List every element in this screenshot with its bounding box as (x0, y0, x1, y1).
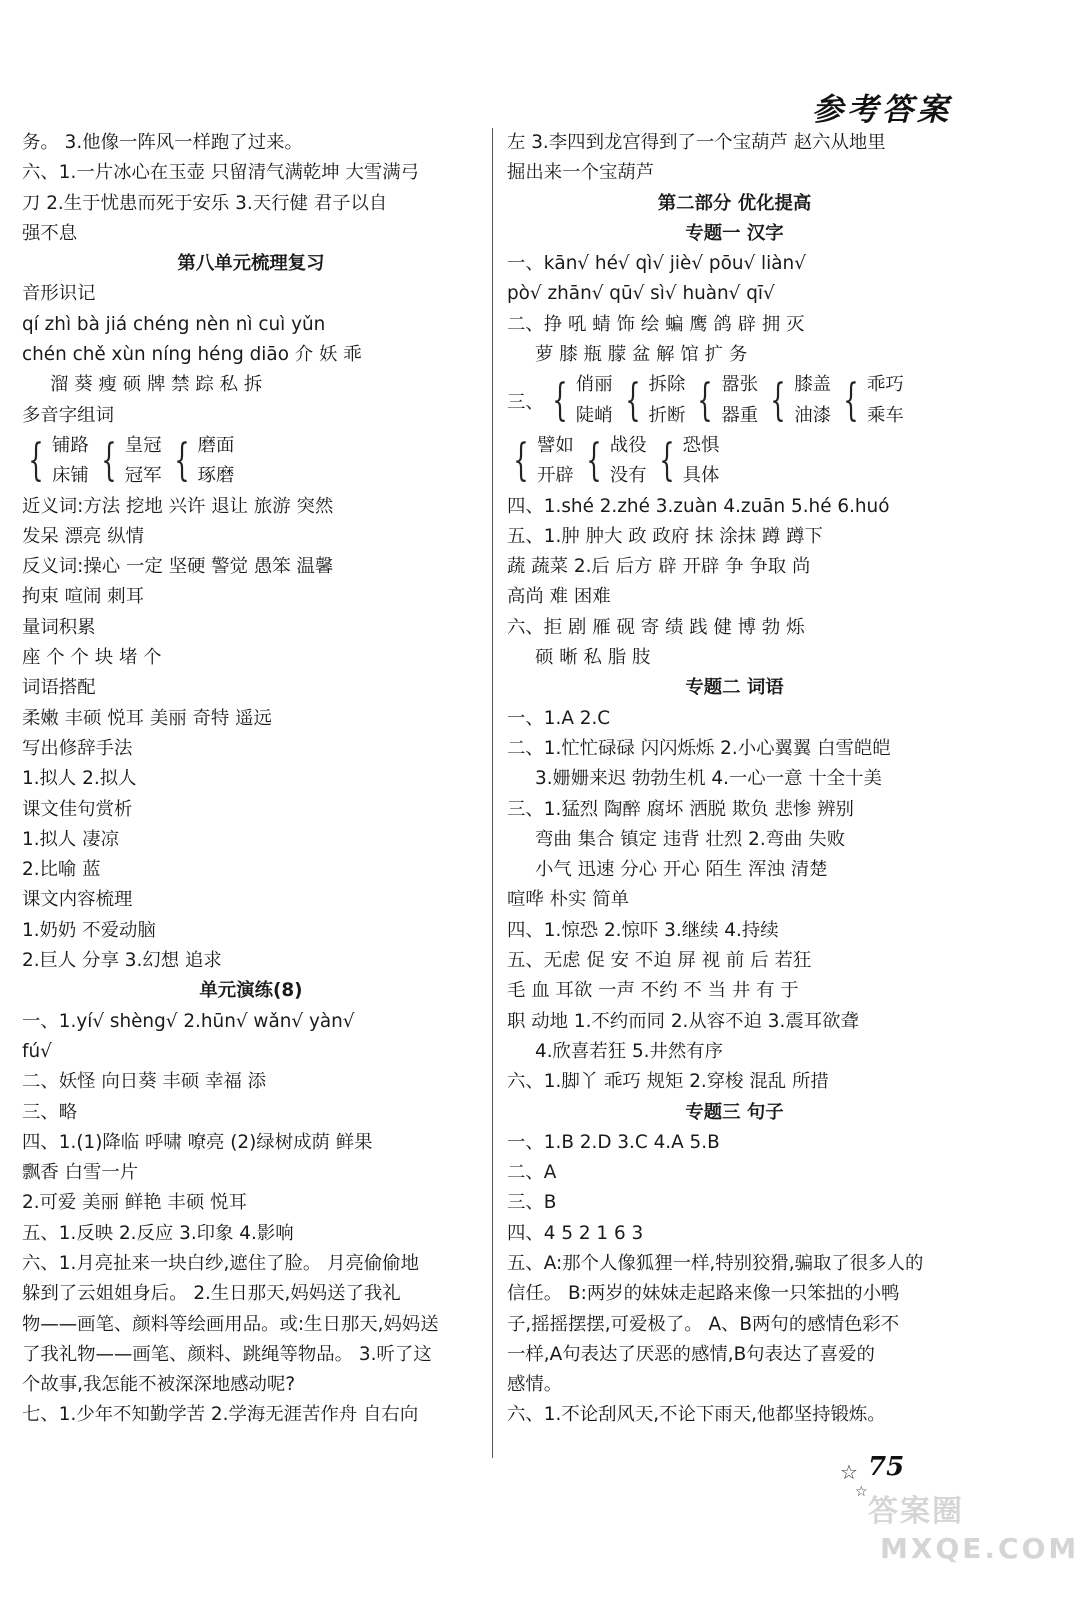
brace-word: 琢磨 (197, 465, 235, 487)
brace-icon: { (586, 435, 602, 487)
brace-word: 开辟 (537, 465, 574, 487)
brace-group (507, 431, 574, 492)
text-line: 发呆 漂亮 纵情 (22, 525, 145, 547)
text-line: 一样,A句表达了厌恶的感情,B句表达了喜爱的 (507, 1343, 875, 1365)
page-number: 75 (868, 1452, 905, 1482)
brace-icon: { (552, 374, 568, 426)
text-line: 信任。 B:两岁的妹妹走起路来像一只笨拙的小鸭 (507, 1283, 900, 1305)
brace-word: 恐惧 (682, 434, 720, 456)
subheading: 多音字组词 (22, 404, 114, 426)
watermark-url: MXQE.COM (880, 1532, 1079, 1565)
text-line: 左 3.李四到龙宫得到了一个宝葫芦 赵六从地里 (507, 132, 886, 153)
text-line: 五、1.反映 2.反应 3.印象 4.影响 (22, 1222, 294, 1244)
text-line: 躲到了云姐姐身后。 2.生日那天,妈妈送了我礼 (22, 1283, 401, 1305)
item-label: 三、 (507, 391, 544, 413)
text-line: 四、1.(1)降临 呼啸 嘹亮 (2)绿树成荫 鲜果 (22, 1131, 373, 1153)
text-line: 弯曲 集合 镇定 违背 壮烈 2.弯曲 失败 (535, 828, 846, 850)
text-line: 2.比喻 蓝 (22, 859, 101, 881)
text-line: 感情。 (507, 1374, 563, 1396)
subheading: 写出修辞手法 (22, 737, 133, 759)
text-line: 一、1.B 2.D 3.C 4.A 5.B (507, 1131, 720, 1153)
star-icon: ☆ (855, 1484, 868, 1500)
text-line: 二、1.忙忙碌碌 闪闪烁烁 2.小心翼翼 白雪皑皑 (507, 737, 891, 759)
brace-word: 乖巧 (866, 374, 904, 396)
brace-word: 器重 (721, 404, 759, 426)
text-line: 飘香 白雪一片 (22, 1162, 139, 1184)
text-line: 硕 晰 私 脂 肢 (535, 647, 651, 669)
text-line: chén chě xùn níng héng diāo 介 妖 乖 (22, 344, 362, 366)
text-line: 六、1.脚丫 乖巧 规矩 2.穿梭 混乱 所措 (507, 1071, 829, 1093)
text-line: 务。 3.他像一阵风一样跑了过来。 (22, 132, 303, 153)
text-line: 一、1.yí√ shèng√ 2.hūn√ wǎn√ yàn√ (22, 1010, 355, 1032)
text-line: 高尚 难 困难 (507, 586, 611, 608)
left-column (22, 128, 480, 1431)
brace-group (95, 431, 162, 492)
subheading: 词语搭配 (22, 677, 96, 699)
subheading: 量词积累 (22, 616, 96, 638)
text-line: 1.奶奶 不爱动脑 (22, 919, 156, 941)
text-line: 小气 迅速 分心 开心 陌生 浑浊 清楚 (535, 859, 828, 881)
text-line: 七、1.少年不知勤学苦 2.学海无涯苦作舟 自右向 (22, 1404, 419, 1426)
text-line: fú√ (22, 1040, 52, 1062)
text-line: 五、1.肿 肿大 政 政府 抹 涂抹 蹲 蹲下 (507, 525, 823, 547)
topic-heading: 专题一 汉字 (685, 222, 784, 244)
text-line: 拘束 喧闹 刺耳 (22, 586, 145, 608)
brace-word: 拆除 (648, 374, 686, 396)
text-line: 2.巨人 分享 3.幻想 追求 (22, 950, 222, 972)
section-heading: 单元演练(8) (199, 980, 303, 1002)
text-line: qí zhì bà jiá chéng nèn nì cuì yǔn (22, 313, 326, 335)
polyphone-brace-row (22, 431, 480, 492)
text-line: 二、A (507, 1162, 557, 1184)
text-line: 3.姗姗来迟 勃勃生机 4.一心一意 十全十美 (535, 768, 882, 790)
brace-icon: { (843, 374, 859, 426)
star-icon: ☆ (840, 1460, 858, 1484)
text-line: 物——画笔、颜料等绘画用品。或:生日那天,妈妈送 (22, 1313, 439, 1335)
column-divider (492, 128, 493, 1458)
brace-word: 油漆 (794, 404, 831, 426)
text-line: 六、拒 剧 雁 砚 寄 绩 践 健 博 勃 烁 (507, 616, 805, 638)
text-line: 了我礼物——画笔、颜料、跳绳等物品。 3.听了这 (22, 1343, 432, 1365)
brace-word: 具体 (682, 465, 720, 487)
text-line: 1.拟人 2.拟人 (22, 768, 137, 790)
watermark-logo: 答案圈 (868, 1494, 964, 1529)
text-line: 四、4 5 2 1 6 3 (507, 1222, 644, 1244)
brace-word: 铺路 (52, 434, 89, 456)
text-line: 二、妖怪 向日葵 丰硕 幸福 添 (22, 1071, 267, 1093)
brace-word: 折断 (648, 404, 686, 426)
brace-icon: { (770, 374, 786, 426)
brace-group (168, 431, 235, 492)
text-line: 六、1.月亮扯来一块白纱,遮住了脸。 月亮偷偷地 (22, 1252, 420, 1274)
text-line: 喧哗 朴实 简单 (507, 889, 630, 911)
section-heading: 第八单元梳理复习 (177, 253, 325, 275)
text-line: 三、1.猛烈 陶醉 腐坏 洒脱 欺负 悲惨 辨别 (507, 798, 854, 820)
brace-word: 战役 (609, 434, 647, 456)
text-line: 2.可爱 美丽 鲜艳 丰硕 悦耳 (22, 1192, 247, 1214)
topic-heading: 专题二 词语 (685, 677, 784, 699)
brace-icon: { (101, 435, 117, 487)
text-line: 五、无虑 促 安 不迫 屏 视 前 后 若狂 (507, 950, 812, 972)
brace-group (837, 370, 904, 431)
text-line: 子,摇摇摆摆,可爱极了。 A、B两句的感情色彩不 (507, 1313, 900, 1335)
text-line: 二、挣 吼 蜻 饰 绘 蝙 鹰 鸽 辟 拥 灭 (507, 313, 805, 335)
text-line: 柔嫩 丰硕 悦耳 美丽 奇特 遥远 (22, 707, 272, 729)
text-line: 六、1.一片冰心在玉壶 只留清气满乾坤 大雪满弓 (22, 162, 420, 184)
text-line: 掘出来一个宝葫芦 (507, 162, 655, 184)
text-line: 刀 2.生于忧患而死于安乐 3.天行健 君子以自 (22, 192, 388, 214)
subheading: 音形识记 (22, 283, 96, 305)
brace-word: 没有 (609, 465, 647, 487)
brace-icon: { (697, 374, 714, 426)
text-line: 三、B (507, 1192, 557, 1214)
section-heading: 第二部分 优化提高 (657, 192, 812, 214)
text-line: 三、略 (22, 1101, 78, 1123)
brace-word: 膝盖 (794, 374, 831, 396)
brace-word: 皇冠 (124, 434, 162, 456)
text-line: 四、1.shé 2.zhé 3.zuàn 4.zuān 5.hé 6.huó (507, 495, 890, 517)
topic-heading: 专题三 句子 (685, 1101, 784, 1123)
brace-word: 嚣张 (721, 374, 759, 396)
brace-word: 床铺 (52, 465, 89, 487)
brace-group (691, 370, 758, 431)
brace-word: 乘车 (866, 404, 904, 426)
right-column (507, 128, 962, 1431)
brace-word: 譬如 (537, 434, 574, 456)
text-line: 座 个 个 块 堵 个 (22, 647, 162, 669)
text-line: 近义词:方法 挖地 兴许 退让 旅游 突然 (22, 495, 334, 517)
text-line: 萝 膝 瓶 朦 盆 解 馆 扩 务 (535, 344, 748, 366)
text-line: 一、1.A 2.C (507, 707, 611, 729)
brace-word: 俏丽 (575, 374, 613, 396)
brace-group (546, 370, 613, 431)
brace-word: 磨面 (197, 434, 235, 456)
text-line: 反义词:操心 一定 坚硬 警觉 愚笨 温馨 (22, 556, 334, 578)
text-line: 1.拟人 凄凉 (22, 828, 119, 850)
brace-group (580, 431, 647, 492)
brace-icon: { (658, 435, 675, 487)
brace-group (619, 370, 686, 431)
brace-row (507, 370, 962, 431)
text-line: 四、1.惊恐 2.惊吓 3.继续 4.持续 (507, 919, 779, 941)
brace-icon: { (173, 435, 190, 487)
text-line: 职 动地 1.不约而同 2.从容不迫 3.震耳欲聋 (507, 1010, 859, 1032)
brace-icon: { (28, 435, 44, 487)
text-line: 五、A:那个人像狐狸一样,特别狡猾,骗取了很多人的 (507, 1252, 924, 1274)
brace-group (22, 431, 89, 492)
text-line: 个故事,我怎能不被深深地感动呢? (22, 1374, 296, 1396)
subheading: 课文佳句赏析 (22, 798, 133, 820)
brace-icon: { (513, 435, 529, 487)
text-line: 溜 葵 瘦 硕 牌 禁 踪 私 拆 (50, 374, 263, 396)
brace-word: 陡峭 (575, 404, 613, 426)
text-line: pò√ zhān√ qū√ sì√ huàn√ qī√ (507, 283, 775, 305)
brace-group (653, 431, 720, 492)
brace-row (507, 431, 962, 492)
text-line: 一、kān√ hé√ qì√ jiè√ pōu√ liàn√ (507, 253, 806, 275)
brace-group (764, 370, 831, 431)
subheading: 课文内容梳理 (22, 889, 133, 911)
brace-icon: { (624, 374, 641, 426)
text-line: 蔬 蔬菜 2.后 后方 辟 开辟 争 争取 尚 (507, 556, 811, 578)
brace-word: 冠军 (124, 465, 162, 487)
page-header-title: 参考答案 (812, 92, 952, 128)
text-line: 六、1.不论刮风天,不论下雨天,他都坚持锻炼。 (507, 1404, 886, 1426)
text-line: 强不息 (22, 222, 78, 244)
text-line: 毛 血 耳欲 一声 不约 不 当 井 有 于 (507, 980, 799, 1002)
text-line: 4.欣喜若狂 5.井然有序 (535, 1040, 724, 1062)
